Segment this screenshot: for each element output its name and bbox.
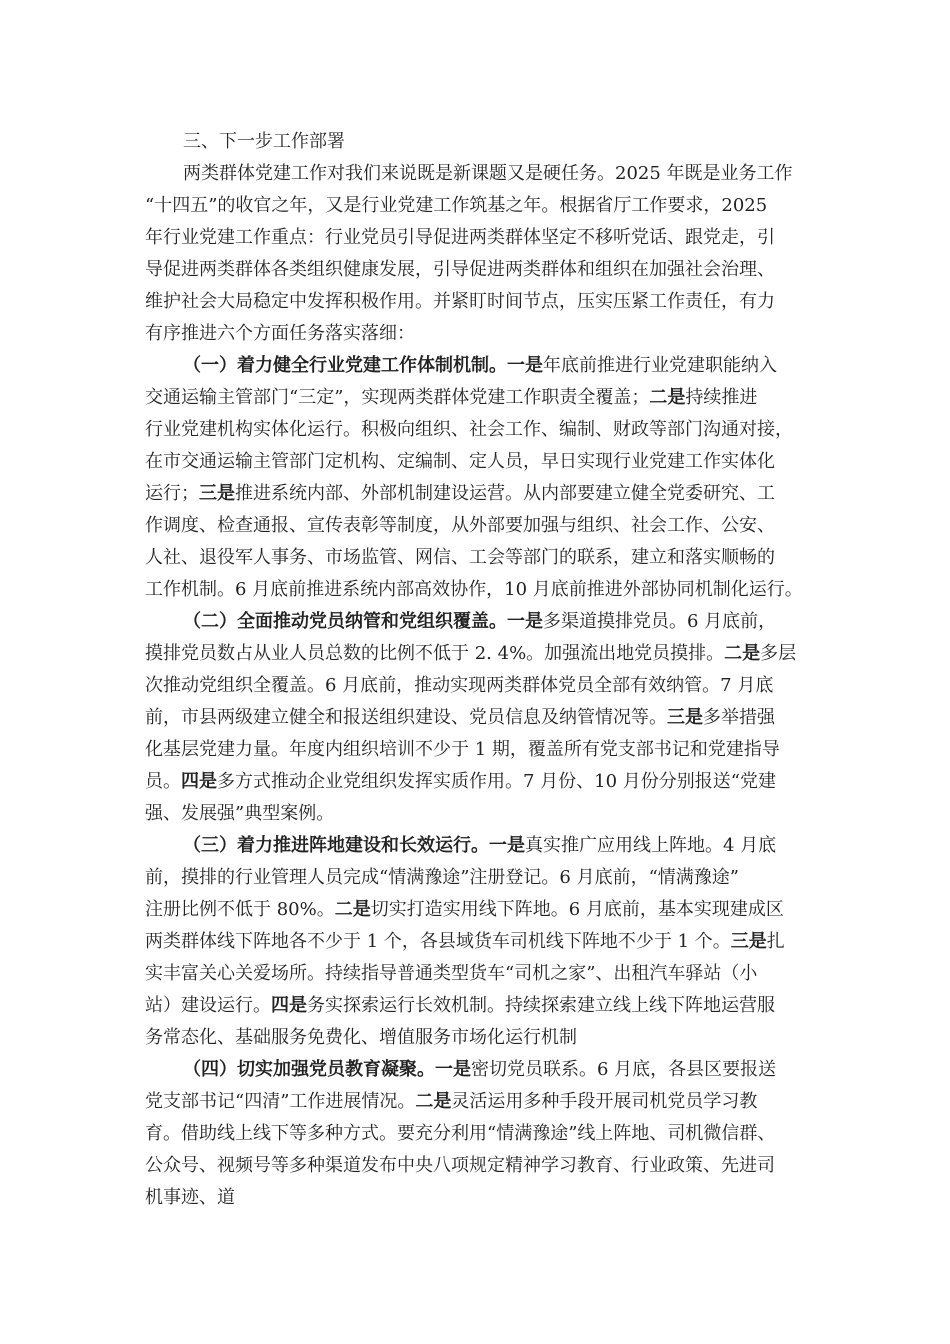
point-marker: 一是 bbox=[507, 355, 543, 376]
line-text: 扎 bbox=[766, 931, 785, 952]
paragraph-line bbox=[145, 1118, 817, 1150]
line-text: 行业党建机构实体化运行。积极向组织、社会工作、编制、财政等部门沟通对接， bbox=[145, 419, 793, 440]
line-text: 两类群体线下阵地各不少于 1 个，各县域货车司机线下阵地不少于 1 个。 bbox=[145, 931, 731, 952]
point-marker: 三是 bbox=[199, 483, 235, 504]
paragraph-line bbox=[145, 638, 817, 670]
intro-line bbox=[145, 286, 817, 318]
paragraph-line bbox=[145, 766, 817, 798]
paragraph-line bbox=[145, 798, 817, 830]
point-marker: 四是 bbox=[271, 995, 307, 1016]
line-text: 多方式推动企业党组织发挥实质作用。7 月份、10 月份分别报送“党建 bbox=[217, 771, 776, 792]
point-marker: 二是 bbox=[334, 899, 371, 920]
intro-line-text: 导促进两类群体各类组织健康发展，引导促进两类群体和组织在加强社会治理、 bbox=[145, 259, 775, 280]
line-text: 员。 bbox=[145, 771, 181, 792]
paragraph-line bbox=[145, 830, 817, 862]
point-marker: 一是 bbox=[435, 1059, 471, 1080]
section-title bbox=[145, 126, 817, 158]
line-text: 育。借助线上线下等多种方式。要充分利用“情满豫途”线上阵地、司机微信群、 bbox=[145, 1123, 776, 1144]
intro-line-text: 维护社会大局稳定中发挥积极作用。并紧盯时间节点，压实压紧工作责任，有力 bbox=[145, 291, 775, 312]
intro-line bbox=[145, 318, 817, 350]
line-text: 多渠道摸排党员。6 月底前， bbox=[543, 611, 777, 632]
line-text: 推进系统内部、外部机制建设运营。从内部要建立健全党委研究、工 bbox=[235, 483, 775, 504]
paragraph-line bbox=[145, 574, 817, 606]
paragraph-line bbox=[145, 1054, 817, 1086]
intro-line bbox=[145, 254, 817, 286]
item-heading: （二）全面推动党员纳管和党组织覆盖。 bbox=[183, 611, 507, 632]
paragraph-line bbox=[145, 1182, 817, 1214]
line-text: 党支部书记“四清”工作进展情况。 bbox=[145, 1091, 416, 1112]
line-text: 务常态化、基础服务免费化、增值服务市场化运行机制 bbox=[145, 1027, 577, 1048]
intro-line-text: “十四五”的收官之年，又是行业党建工作筑基之年。根据省厅工作要求，2025 bbox=[145, 195, 768, 216]
paragraph-line bbox=[145, 1022, 817, 1054]
item-heading: （四）切实加强党员教育凝聚。 bbox=[183, 1059, 435, 1080]
paragraph-line bbox=[145, 382, 817, 414]
document-page bbox=[145, 126, 817, 1214]
point-marker: 三是 bbox=[667, 707, 703, 728]
paragraph-line bbox=[145, 734, 817, 766]
paragraph-line bbox=[145, 446, 817, 478]
point-marker: 三是 bbox=[730, 931, 767, 952]
line-text: 运行； bbox=[145, 483, 199, 504]
line-text: 工作机制。6 月底前推进系统内部高效协作，10 月底前推进外部协同机制化运行。 bbox=[145, 579, 803, 600]
point-marker: 四是 bbox=[181, 771, 217, 792]
task-item-4 bbox=[145, 1054, 817, 1214]
line-text: 切实打造实用线下阵地。6 月底前，基本实现建成区 bbox=[370, 899, 784, 920]
intro-paragraph bbox=[145, 158, 817, 350]
section-title-text: 三、下一步工作部署 bbox=[183, 131, 345, 152]
line-text: 务实探索运行长效机制。持续探索建立线上线下阵地运营服 bbox=[307, 995, 775, 1016]
paragraph-line bbox=[145, 606, 817, 638]
point-marker: 二是 bbox=[415, 1091, 452, 1112]
line-text: 站）建设运行。 bbox=[145, 995, 271, 1016]
paragraph-line bbox=[145, 1150, 817, 1182]
paragraph-line bbox=[145, 414, 817, 446]
task-item-1 bbox=[145, 350, 817, 606]
paragraph-line bbox=[145, 894, 817, 926]
line-text: 真实推广应用线上阵地。4 月底 bbox=[525, 835, 777, 856]
point-marker: 一是 bbox=[507, 611, 543, 632]
paragraph-line bbox=[145, 862, 817, 894]
intro-line bbox=[145, 222, 817, 254]
intro-line-text: 有序推进六个方面任务落实落细： bbox=[145, 323, 415, 344]
line-text: 注册比例不低于 80%。 bbox=[145, 899, 335, 920]
task-item-3 bbox=[145, 830, 817, 1054]
intro-line-text: 两类群体党建工作对我们来说既是新课题又是硬任务。2025 年既是业务工作 bbox=[183, 163, 793, 184]
item-heading: （三）着力推进阵地建设和长效运行。 bbox=[183, 835, 489, 856]
paragraph-line bbox=[145, 542, 817, 574]
paragraph-line bbox=[145, 350, 817, 382]
paragraph-line bbox=[145, 990, 817, 1022]
paragraph-line bbox=[145, 510, 817, 542]
intro-line bbox=[145, 190, 817, 222]
line-text: 持续推进 bbox=[685, 387, 758, 408]
line-text: 交通运输主管部门“三定”，实现两类群体党建工作职责全覆盖； bbox=[145, 387, 650, 408]
line-text: 机事迹、道 bbox=[145, 1187, 235, 1208]
paragraph-line bbox=[145, 1086, 817, 1118]
line-text: 实丰富关心关爱场所。持续指导普通类型货车“司机之家”、出租汽车驿站（小 bbox=[145, 963, 758, 984]
intro-line-text: 年行业党建工作重点：行业党员引导促进两类群体坚定不移听党话、跟党走，引 bbox=[145, 227, 775, 248]
point-marker: 一是 bbox=[489, 835, 525, 856]
line-text: 前，市县两级建立健全和报送组织建设、党员信息及纳管情况等。 bbox=[145, 707, 667, 728]
line-text: 作调度、检查通报、宣传表彰等制度，从外部要加强与组织、社会工作、公安、 bbox=[145, 515, 775, 536]
line-text: 次推动党组织全覆盖。6 月底前，推动实现两类群体党员全部有效纳管。7 月底 bbox=[145, 675, 774, 696]
line-text: 摸排党员数占从业人员总数的比例不低于 2. 4%。加强流出地党员摸排。 bbox=[145, 643, 725, 664]
paragraph-line bbox=[145, 670, 817, 702]
line-text: 强、发展强”典型案例。 bbox=[145, 803, 335, 824]
line-text: 灵活运用多种手段开展司机党员学习教 bbox=[451, 1091, 758, 1112]
paragraph-line bbox=[145, 958, 817, 990]
line-text: 公众号、视频号等多种渠道发布中央八项规定精神学习教育、行业政策、先进司 bbox=[145, 1155, 775, 1176]
paragraph-line bbox=[145, 702, 817, 734]
line-text: 年底前推进行业党建职能纳入 bbox=[543, 355, 777, 376]
line-text: 多举措强 bbox=[703, 707, 775, 728]
line-text: 化基层党建力量。年度内组织培训不少于 1 期，覆盖所有党支部书记和党建指导 bbox=[145, 739, 780, 760]
line-text: 密切党员联系。6 月底，各县区要报送 bbox=[471, 1059, 777, 1080]
paragraph-line bbox=[145, 478, 817, 510]
line-text: 多层 bbox=[760, 643, 797, 664]
task-item-2 bbox=[145, 606, 817, 830]
point-marker: 二是 bbox=[724, 643, 761, 664]
line-text: 在市交通运输主管部门定机构、定编制、定人员，早日实现行业党建工作实体化 bbox=[145, 451, 775, 472]
item-heading: （一）着力健全行业党建工作体制机制。 bbox=[183, 355, 507, 376]
line-text: 人社、退役军人事务、市场监管、网信、工会等部门的联系，建立和落实顺畅的 bbox=[145, 547, 775, 568]
point-marker: 二是 bbox=[649, 387, 686, 408]
line-text: 前，摸排的行业管理人员完成“情满豫途”注册登记。6 月底前，“情满豫途” bbox=[145, 867, 739, 888]
intro-line bbox=[145, 158, 817, 190]
paragraph-line bbox=[145, 926, 817, 958]
